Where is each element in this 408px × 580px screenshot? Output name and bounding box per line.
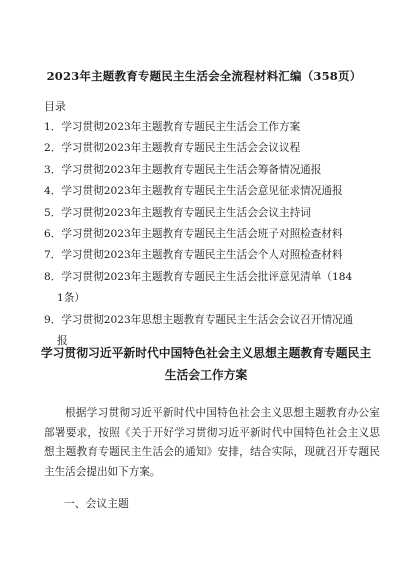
toc-item — [44, 224, 384, 245]
toc-item-text: 学习贯彻2023年主题教育专题民主生活会个人对照检查材料 — [61, 249, 343, 262]
toc-item — [44, 117, 384, 138]
toc-item-text: 学习贯彻2023年主题教育专题民主生活会工作方案 — [61, 121, 301, 133]
toc-item-number: 8． — [44, 270, 62, 283]
toc-item-text: 学习贯彻2023年主题教育专题民主生活会会议议程 — [61, 142, 301, 155]
toc-item-number: 7． — [44, 249, 62, 262]
toc-item — [44, 160, 384, 181]
sub-heading: 一、会议主题 — [64, 497, 129, 510]
toc-item-text: 学习贯彻2023年主题教育专题民主生活会会议主持词 — [61, 206, 311, 219]
toc-item-continuation: 报 — [57, 335, 68, 348]
section-title — [30, 342, 382, 386]
section-title-line: 学习贯彻习近平新时代中国特色社会主义思想主题教育专题民主 — [40, 346, 372, 360]
toc-item — [44, 245, 384, 266]
toc-item-number: 1． — [44, 121, 62, 133]
document-title: 2023年主题教育专题民主生活会全流程材料汇编（358页） — [46, 69, 362, 83]
toc-item-number: 9． — [44, 313, 62, 326]
toc-heading: 目录 — [44, 100, 66, 113]
toc-item-number: 5． — [44, 206, 62, 219]
toc-item-text: 学习贯彻2023年主题教育专题民主生活会筹备情况通报 — [61, 163, 322, 176]
body-paragraph: 根据学习贯彻习近平新时代中国特色社会主义思想主题教育办公室部署要求，按照《关于开好学习贯彻习近平新时代中国特色社会主义思想主题教育专题民主生活会的通知》安排，结合实际，现就召开专题民主生活会提出如下方案。 — [44, 407, 380, 478]
toc-item-number: 4． — [44, 185, 62, 198]
toc-item-number: 6． — [44, 228, 62, 241]
toc-item — [44, 267, 384, 310]
toc-item-number: 2． — [44, 142, 62, 155]
toc-item-text: 学习贯彻2023年主题教育专题民主生活会意见征求情况通报 — [61, 185, 343, 198]
toc-item-text: 学习贯彻2023年思想主题教育专题民主生活会会议召开情况通 — [61, 313, 354, 326]
toc-item-text: 学习贯彻2023年主题教育专题民主生活会批评意见清单（184 — [61, 270, 353, 283]
toc-item — [44, 181, 384, 202]
toc-item-continuation: 1条） — [57, 292, 85, 305]
toc-item-number: 3． — [44, 163, 62, 176]
toc-item — [44, 138, 384, 159]
toc-item — [44, 203, 384, 224]
toc-item-text: 学习贯彻2023年主题教育专题民主生活会班子对照检查材料 — [61, 228, 343, 241]
table-of-contents — [44, 117, 384, 352]
section-title-line: 生活会工作方案 — [164, 368, 248, 382]
